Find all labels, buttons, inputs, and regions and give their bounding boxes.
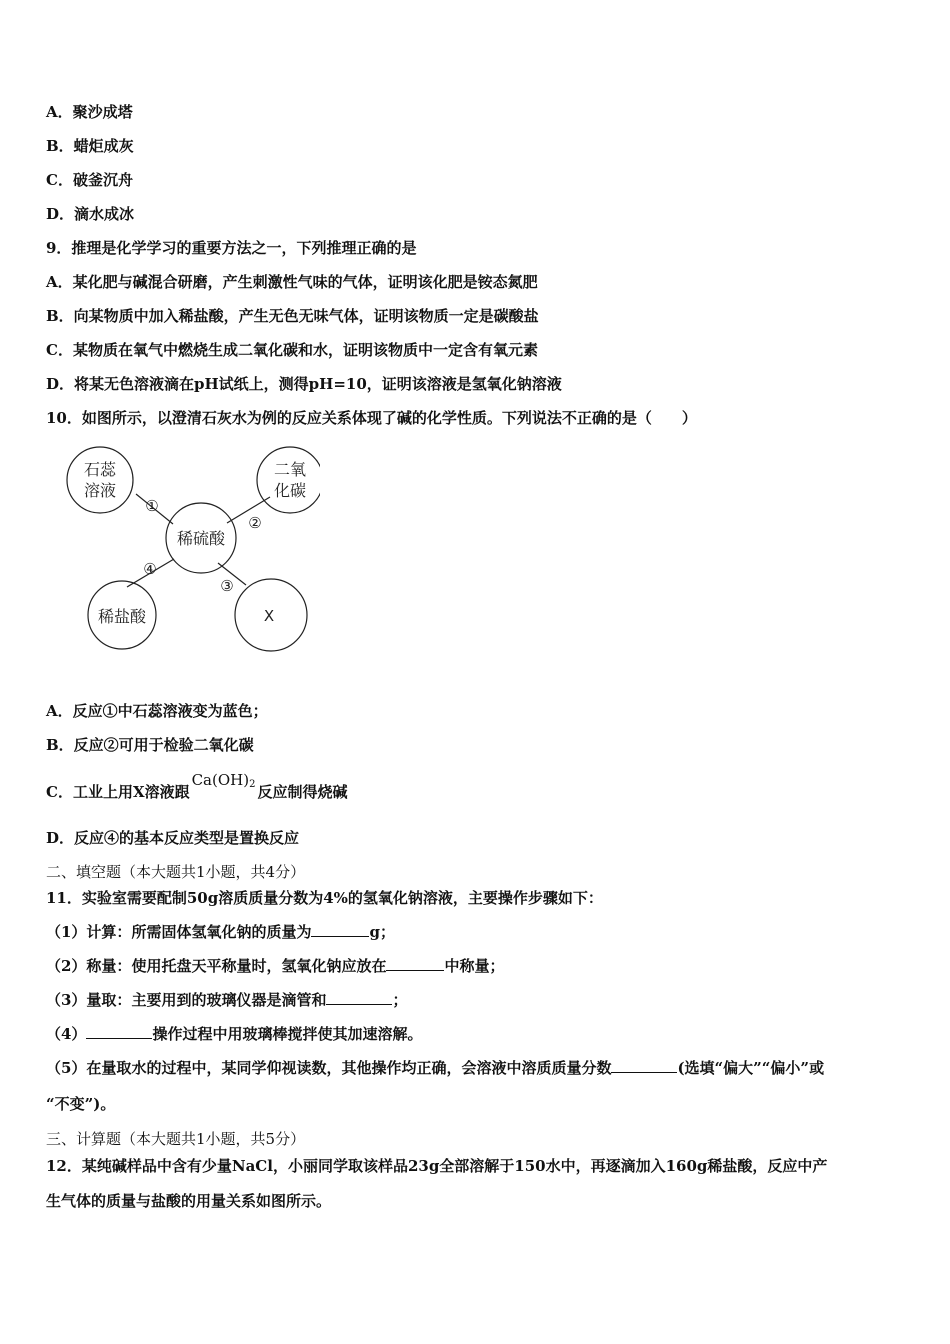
q11-step-1 [46, 922, 395, 942]
q10-option-d: D．反应④的基本反应类型是置换反应 [46, 829, 300, 847]
q11-step-2-post: 中称量； [444, 957, 505, 975]
q10-option-b: B．反应②可用于检验二氧化碳 [46, 736, 254, 754]
litmus-circle [67, 447, 133, 513]
q11-step-5-cont: “不变”)。 [46, 1095, 116, 1113]
q11-blank-4[interactable] [86, 1024, 152, 1039]
q12-line-2: 生气体的质量与盐酸的用量关系如图所示。 [46, 1192, 332, 1210]
center-label: 稀硫酸 [176, 529, 226, 548]
co2-label-1: 二氧 [273, 460, 307, 479]
q11-step-5-pre: （5）在量取水的过程中，某同学仰视读数，其他操作均正确，会溶液中溶质质量分数 [46, 1059, 612, 1077]
q11-step-2-pre: （2）称量：使用托盘天平称量时，氢氧化钠应放在 [46, 957, 387, 975]
q11-blank-1[interactable] [311, 922, 369, 937]
q11-step-2 [46, 956, 504, 976]
caoh2-formula-main: Ca(OH) [191, 771, 250, 789]
q10-option-c-post: 反应制得烧碱 [257, 783, 348, 801]
q8-option-b: B．蜡炬成灰 [46, 137, 134, 155]
q10-stem: 10．如图所示，以澄清石灰水为例的反应关系体现了碱的化学性质。下列说法不正确的是（ ） [46, 409, 697, 427]
section2-heading: 二、填空题（本大题共1小题，共4分） [46, 863, 306, 881]
reaction-label-4: ④ [143, 560, 157, 578]
q8-option-d: D．滴水成冰 [46, 205, 135, 223]
q11-step-1-pre: （1）计算：所需固体氢氧化钠的质量为 [46, 923, 312, 941]
q10-option-c [46, 771, 348, 807]
q11-step-4-pre: （4） [46, 1025, 87, 1043]
q8-option-c: C．破釜沉舟 [46, 171, 133, 189]
q11-step-5-post: (选填“偏大”“偏小”或 [677, 1059, 825, 1077]
q11-step-5 [46, 1058, 824, 1078]
q9-option-d: D．将某无色溶液滴在pH试纸上，测得pH=10，证明该溶液是氢氧化钠溶液 [46, 375, 562, 393]
q8-option-a: A．聚沙成塔 [46, 103, 133, 121]
q12-line-1: 12．某纯碱样品中含有少量NaCl，小丽同学取该样品23g全部溶解于150水中，再逐滴加入160g稀盐酸，反应中产 [46, 1157, 828, 1175]
co2-label-2: 化碳 [273, 481, 307, 500]
q11-step-1-post: g； [369, 923, 395, 941]
q9-option-c: C．某物质在氧气中燃烧生成二氧化碳和水，证明该物质中一定含有氧元素 [46, 341, 538, 359]
q11-blank-3[interactable] [326, 990, 392, 1005]
q9-option-a: A．某化肥与碱混合研磨，产生刺激性气味的气体，证明该化肥是铵态氮肥 [46, 273, 538, 291]
hydrochloric-acid-label: 稀盐酸 [97, 607, 147, 626]
reaction-diagram [60, 445, 320, 660]
litmus-label-2: 溶液 [83, 481, 117, 500]
caoh2-formula-sub: 2 [249, 779, 256, 790]
reaction-label-3: ③ [220, 577, 234, 595]
q10-option-a: A．反应①中石蕊溶液变为蓝色； [46, 702, 268, 720]
q11-step-4 [46, 1024, 422, 1044]
q11-stem: 11．实验室需要配制50g溶质质量分数为4%的氢氧化钠溶液，主要操作步骤如下： [46, 889, 603, 907]
co2-circle [257, 447, 320, 513]
reaction-label-1: ① [145, 497, 159, 515]
q11-blank-2[interactable] [386, 956, 444, 971]
q11-step-3-post: ； [392, 991, 408, 1009]
section3-heading: 三、计算题（本大题共1小题，共5分） [46, 1130, 306, 1148]
q11-step-4-post: 操作过程中用玻璃棒搅拌使其加速溶解。 [152, 1025, 423, 1043]
reaction-label-2: ② [248, 514, 262, 532]
caoh2-formula [192, 771, 256, 789]
q11-blank-5[interactable] [611, 1058, 677, 1073]
q10-option-c-pre: C．工业上用X溶液跟 [46, 783, 190, 801]
q9-stem: 9．推理是化学学习的重要方法之一，下列推理正确的是 [46, 239, 417, 257]
q9-option-b: B．向某物质中加入稀盐酸，产生无色无味气体，证明该物质一定是碳酸盐 [46, 307, 539, 325]
x-label: X [263, 607, 275, 625]
litmus-label-1: 石蕊 [83, 460, 117, 479]
q11-step-3 [46, 990, 407, 1010]
q11-step-3-pre: （3）量取：主要用到的玻璃仪器是滴管和 [46, 991, 327, 1009]
